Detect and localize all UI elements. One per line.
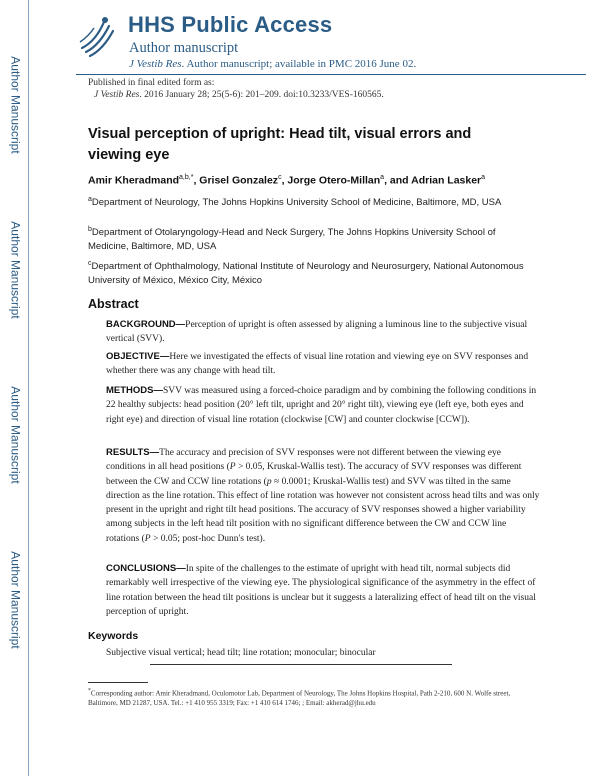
author-manuscript-label: Author manuscript xyxy=(129,40,239,56)
corresponding-author-footnote: *Corresponding author: Amir Kheradmand, Oculomotor Lab, Department of Neurology, The Johns Hopkins Hospital, Path 2-210, 600 N. Wolfe street, Baltimore, MD 21287, USA. Tel.: +1 410 955 3319; Fax: +1 410 614 1746; ; Email: akherad@jhu.edu xyxy=(88,688,511,708)
sidebar-label-3: Author Manuscript xyxy=(9,386,24,484)
abstract-conclusions: CONCLUSIONS—In spite of the challenges to the estimate of upright with head tilt, normal subjects did remarkably well irrespective of the viewing eye. The physiological significance of the asymmetry in the effect of line rotation between the head tilt positions is unclear but it suggests a lateralizing effect of head tilt on the visual perception of upright. xyxy=(106,563,536,617)
affiliation-b: $^b$Department of Otolaryngology-Head and Neck Surgery, The Johns Hopkins University School of Medicine, Baltimore, MD, USA xyxy=(88,226,496,252)
author-name: Grisel Gonzalez xyxy=(199,174,279,187)
author-list: Amir Kheradmand$^{a,b,*}$, Grisel Gonzalez$^c$, Jorge Otero-Millan$^a$, and Adrian Lasker$^a$ xyxy=(88,174,486,187)
sidebar-label-4: Author Manuscript xyxy=(9,551,24,649)
header-rule xyxy=(76,74,586,75)
abstract-heading: Abstract xyxy=(88,297,139,311)
abstract-results: RESULTS—The accuracy and precision of SVV responses were not different between the viewing eye conditions in all head positions (P > 0.05, Kruskal-Wallis test). The accuracy of SVV responses was different between the CW and CCW line rotations (p ≈ 0.0001; Kruskal-Wallis test) and SVV was tilted in the same direction as the line rotation. This effect of line rotation was however not consistent across head tilts and was only present in the upright and right tilt head positions. The accuracy of SVV responses showed a higher variability among subjects in the left head tilt position with no significant difference between the CW and CCW line rotations (P > 0.05; post-hoc Dunn's test). xyxy=(106,447,540,544)
affiliation-a: $^a$Department of Neurology, The Johns Hopkins University School of Medicine, Baltimore, MD, USA xyxy=(88,196,502,209)
published-in-label: Published in final edited form as: xyxy=(88,78,215,88)
hhs-eagle-logo-icon xyxy=(76,14,116,58)
abstract-background: BACKGROUND—Perception of upright is often assessed by aligning a luminous line to the subjective visual vertical (SVV). xyxy=(106,319,528,345)
section-divider xyxy=(150,664,452,665)
sidebar-label-1: Author Manuscript xyxy=(9,56,24,154)
abstract-objective: OBJECTIVE—Here we investigated the effects of visual line rotation and viewing eye on SVV responses and whether there was any change with head tilt. xyxy=(106,351,529,377)
footnote-rule xyxy=(88,682,148,683)
author-name: Adrian Lasker xyxy=(411,174,482,187)
keywords-heading: Keywords xyxy=(88,630,139,642)
author-manuscript-sidebar xyxy=(0,0,60,776)
published-citation: J Vestib Res. 2016 January 28; 25(5-6): 201–209. doi:10.3233/VES-160565. xyxy=(94,90,384,100)
author-name: Jorge Otero-Millan xyxy=(287,174,381,187)
hhs-public-access-title: HHS Public Access xyxy=(128,12,333,37)
article-title: Visual perception of upright: Head tilt, visual errors and viewing eye xyxy=(88,126,472,163)
sidebar-label-2: Author Manuscript xyxy=(9,221,24,319)
affiliation-c: $^c$Department of Ophthalmology, National Institute of Neurology and Neurosurgery, National Autonomous University of México, México City, México xyxy=(88,260,524,286)
author-name: Amir Kheradmand xyxy=(88,174,180,187)
sidebar-divider xyxy=(28,0,29,776)
keywords-list: Subjective visual vertical; head tilt; line rotation; monocular; binocular xyxy=(106,648,376,658)
journal-availability: J Vestib Res. Author manuscript; available in PMC 2016 June 02. xyxy=(129,58,417,70)
abstract-methods: METHODS—SVV was measured using a forced-choice paradigm and by combining the following conditions in 22 healthy subjects: head position (20° left tilt, upright and 20° right tilt), viewing eye (left eye, both eyes and right eye) and direction of visual line rotation (clockwise [CW] and counter clockwise [CCW]). xyxy=(106,385,537,425)
